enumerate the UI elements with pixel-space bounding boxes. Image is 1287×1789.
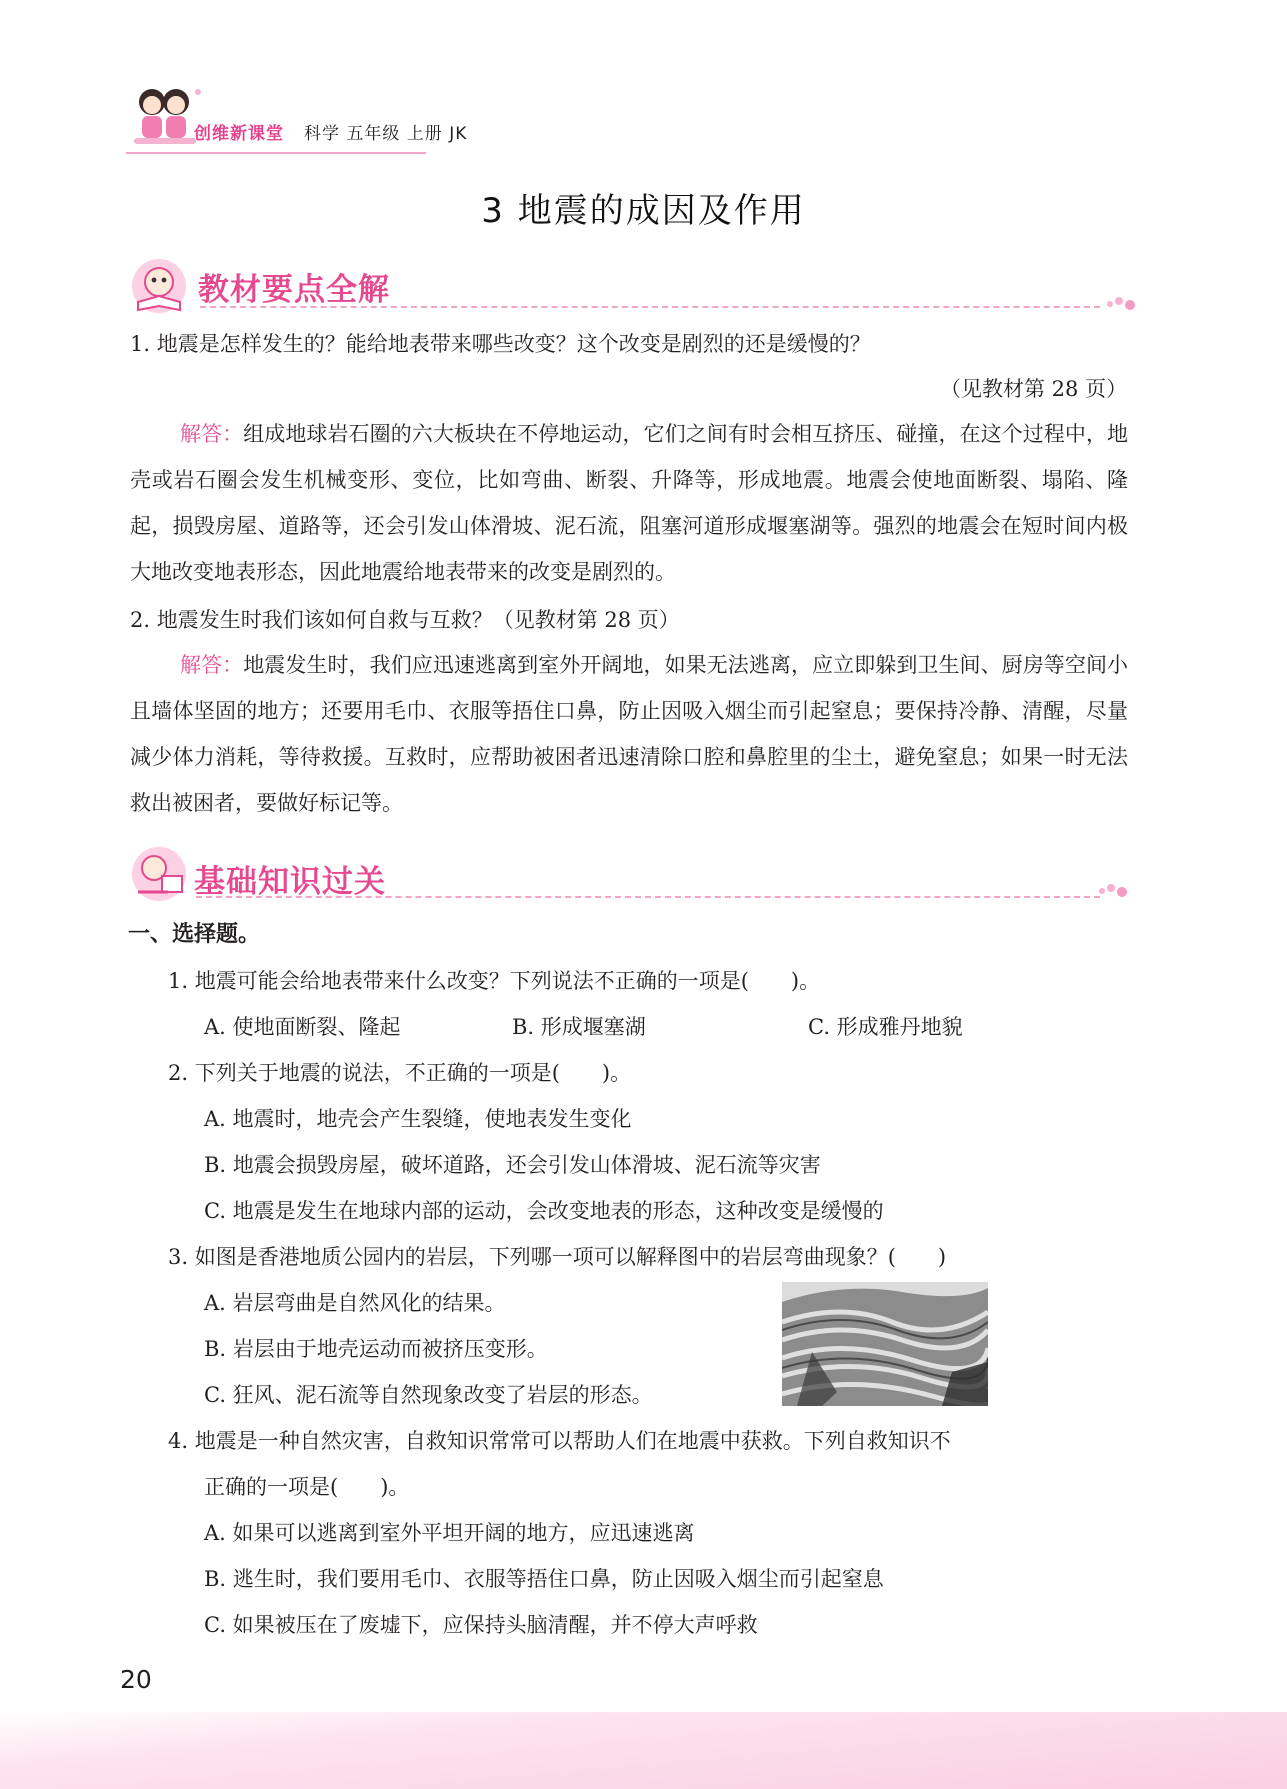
option-3c: C. 狂风、泥石流等自然现象改变了岩层的形态。 (204, 1383, 653, 1407)
option-4a: A. 如果可以逃离到室外平坦开阔的地方，应迅速逃离 (204, 1521, 695, 1545)
answer-label: 解答： (180, 422, 244, 446)
choice-question-4: 4. 地震是一种自然灾害，自救知识常常可以帮助人们在地震中获救。下列自救知识不 (168, 1429, 951, 1453)
question-1-reference: （见教材第 28 页） (940, 377, 1128, 401)
question-2: 2. 地震发生时我们该如何自救与互救？（见教材第 28 页） (130, 608, 680, 632)
part-heading-multiple-choice: 一、选择题。 (128, 922, 261, 947)
decorative-dots-icon (1104, 295, 1138, 313)
option-2b: B. 地震会损毁房屋，破坏道路，还会引发山体滑坡、泥石流等灾害 (204, 1153, 821, 1177)
option-4c: C. 如果被压在了废墟下，应保持头脑清醒，并不停大声呼救 (204, 1613, 758, 1637)
option-4b: B. 逃生时，我们要用毛巾、衣服等捂住口鼻，防止因吸入烟尘而引起窒息 (204, 1567, 884, 1591)
option-3a: A. 岩层弯曲是自然风化的结果。 (204, 1291, 506, 1315)
footer-band (0, 1712, 1287, 1789)
option-2a: A. 地震时，地壳会产生裂缝，使地表发生变化 (204, 1107, 632, 1131)
choice-question-4-continued: 正确的一项是( )。 (204, 1475, 410, 1499)
answer-2 (130, 642, 1128, 826)
answer-label: 解答： (180, 653, 244, 677)
section-title-key-points: 教材要点全解 (198, 272, 390, 308)
question-1: 1. 地震是怎样发生的？能给地表带来哪些改变？这个改变是剧烈的还是缓慢的？ (130, 332, 871, 356)
option-1b: B. 形成堰塞湖 (512, 1015, 646, 1039)
writing-mascot-icon (128, 846, 190, 902)
section-divider (200, 306, 1100, 308)
subject-label: 科学 五年级 上册 JK (304, 124, 468, 144)
reading-mascot-icon (128, 258, 190, 314)
section-divider (196, 896, 1100, 898)
option-2c: C. 地震是发生在地球内部的运动，会改变地表的形态，这种改变是缓慢的 (204, 1199, 884, 1223)
page-title: 3 地震的成因及作用 (481, 191, 806, 231)
rock-strata-photo (782, 1282, 988, 1406)
answer-2-text: 地震发生时，我们应迅速逃离到室外开阔地，如果无法逃离，应立即躲到卫生间、厨房等空间小且墙体坚固的地方；还要用毛巾、衣服等捂住口鼻，防止因吸入烟尘而引起窒息；要保持冷静、清醒，尽量减少体力消耗，等待救援。互救时，应帮助被困者迅速清除口腔和鼻腔里的尘土，避免窒息；如果一时无法救出被困者，要做好标记等。 (130, 653, 1129, 815)
choice-question-3: 3. 如图是香港地质公园内的岩层，下列哪一项可以解释图中的岩层弯曲现象？( ) (168, 1245, 947, 1269)
choice-question-1: 1. 地震可能会给地表带来什么改变？下列说法不正确的一项是( )。 (168, 969, 821, 993)
answer-1-text: 组成地球岩石圈的六大板块在不停地运动，它们之间有时会相互挤压、碰撞，在这个过程中，地壳或岩石圈会发生机械变形、变位，比如弯曲、断裂、升降等，形成地震。地震会使地面断裂、塌陷、隆起，损毁房屋、道路等，还会引发山体滑坡、泥石流，阻塞河道形成堰塞湖等。强烈的地震会在短时间内极大地改变地表形态，因此地震给地表带来的改变是剧烈的。 (130, 422, 1129, 584)
option-3b: B. 岩层由于地壳运动而被挤压变形。 (204, 1337, 548, 1361)
decorative-dots-icon (1096, 882, 1130, 900)
section-title-basic-knowledge: 基础知识过关 (194, 864, 386, 900)
option-1a: A. 使地面断裂、隆起 (204, 1015, 401, 1039)
brand-name: 创维新课堂 (194, 124, 284, 144)
choice-question-2: 2. 下列关于地震的说法，不正确的一项是( )。 (168, 1061, 632, 1085)
option-1c: C. 形成雅丹地貌 (808, 1015, 963, 1039)
header-divider (126, 152, 426, 154)
answer-1 (130, 411, 1128, 595)
page-number: 20 (120, 1665, 152, 1694)
